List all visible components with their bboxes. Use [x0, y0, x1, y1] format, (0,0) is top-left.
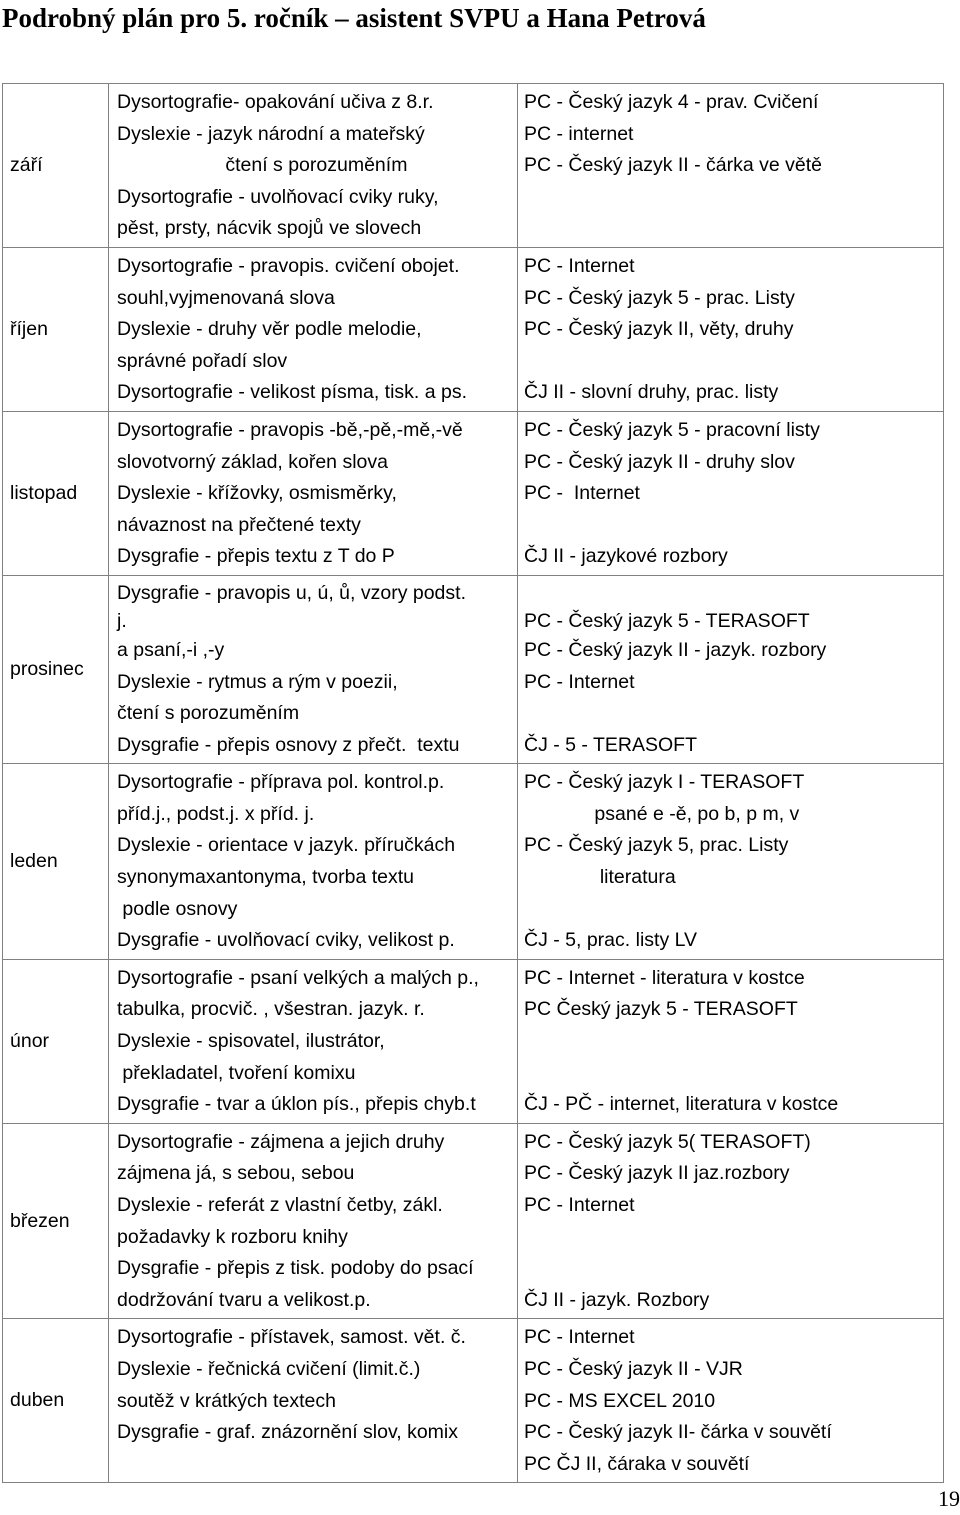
plan-row-1: [3, 247, 944, 411]
resource-line: PC - Český jazyk 5( TERASOFT): [524, 1130, 811, 1153]
content-line: Dysgrafie - přepis textu z T do P: [117, 545, 395, 568]
resource-line: PC - Český jazyk II - druhy slov: [524, 450, 795, 473]
page-title: Podrobný plán pro 5. ročník – asistent SVPU a Hana Petrová: [2, 3, 706, 33]
content-line: Dysortografie - pravopis -bě,-pě,-mě,-vě: [117, 418, 463, 441]
resource-line: PC - Český jazyk II - VJR: [524, 1357, 743, 1380]
content-line: čtení s porozuměním: [117, 702, 300, 725]
plan-table: [2, 83, 944, 1483]
content-line: pěst, prsty, nácvik spojů ve slovech: [117, 217, 422, 240]
content-line: čtení s porozuměním: [117, 154, 408, 177]
resource-line: PC - Český jazyk 4 - prav. Cvičení: [524, 91, 819, 113]
resource-line: PC - Český jazyk 5 - prac. Listy: [524, 286, 795, 309]
content-line: Dyslexie - referát z vlastní četby, zákl.: [117, 1194, 443, 1216]
resource-line: ČJ - 5, prac. listy LV: [524, 929, 698, 952]
resource-line: [524, 1026, 943, 1058]
content-line: Dyslexie - druhy věr podle melodie,: [117, 318, 422, 341]
resource-line: PC Český jazyk 5 - TERASOFT: [524, 998, 798, 1021]
resource-line: [524, 213, 943, 245]
content-line: Dysortografie - pravopis. cvičení obojet.: [117, 254, 460, 277]
resource-line: PC - Český jazyk II - jazyk. rozbory: [524, 638, 827, 661]
content-line: návaznost na přečtené texty: [117, 513, 361, 536]
resource-line: PC - Český jazyk 5 - pracovní listy: [524, 418, 820, 441]
month-cell: leden: [3, 764, 109, 960]
month-cell: únor: [3, 959, 109, 1123]
content-cell: [109, 247, 518, 411]
content-cell: [109, 575, 518, 763]
resource-line: ČJ II - jazyk. Rozbory: [524, 1288, 710, 1311]
month-cell: prosinec: [3, 575, 109, 763]
resource-line: [524, 894, 943, 926]
resource-line: [524, 1058, 943, 1090]
plan-row-2: [3, 411, 944, 575]
content-line: dodržování tvaru a velikost.p.: [117, 1288, 371, 1311]
month-cell: duben: [3, 1319, 109, 1483]
content-line: Dyslexie - rytmus a rým v poezii,: [117, 670, 398, 693]
resource-line: PC - Český jazyk I - TERASOFT: [524, 771, 805, 794]
resources-cell: [518, 575, 944, 763]
content-line: Dysgrafie - tvar a úklon pís., přepis chyb.t: [117, 1093, 476, 1116]
resources-cell: [518, 247, 944, 411]
resource-line: [524, 579, 943, 607]
resource-line: PC - Internet: [524, 1326, 635, 1349]
plan-row-7: [3, 1319, 944, 1483]
resources-cell: [518, 1123, 944, 1319]
resources-cell: [518, 764, 944, 960]
resource-line: PC - MS EXCEL 2010: [524, 1389, 716, 1412]
resource-line: ČJ II - jazykové rozbory: [524, 545, 728, 568]
content-line: požadavky k rozboru knihy: [117, 1225, 348, 1248]
resource-line: [524, 510, 943, 542]
resource-line: PC - Český jazyk II - čárka ve větě: [524, 154, 822, 177]
content-line: Dysgrafie - přepis osnovy z přečt. textu: [117, 733, 460, 756]
content-line: zájmena já, s sebou, sebou: [117, 1162, 355, 1185]
plan-row-5: [3, 959, 944, 1123]
content-line: Dyslexie - křížovky, osmisměrky,: [117, 482, 397, 505]
content-line: tabulka, procvič. , všestran. jazyk. r.: [117, 998, 425, 1021]
content-line: slovotvorný základ, kořen slova: [117, 450, 388, 473]
resource-line: ČJ II - slovní druhy, prac. listy: [524, 381, 779, 404]
resource-line: psané e -ě, po b, p m, v: [524, 802, 800, 825]
content-line: Dysortografie - přístavek, samost. vět. č.: [117, 1326, 466, 1349]
content-cell: [109, 959, 518, 1123]
content-line: synonymaxantonyma, tvorba textu: [117, 866, 414, 889]
content-line: soutěž v krátkých textech: [117, 1389, 336, 1412]
resource-line: PC - Český jazyk II jaz.rozbory: [524, 1162, 790, 1185]
content-line: Dysortografie - psaní velkých a malých p.,: [117, 966, 479, 989]
resource-line: PC - Internet: [524, 482, 640, 505]
content-line: Dysgrafie - graf. znázornění slov, komix: [117, 1421, 459, 1444]
plan-row-4: [3, 764, 944, 960]
content-line: Dysgrafie - přepis z tisk. podoby do psací: [117, 1257, 474, 1280]
resources-cell: [518, 411, 944, 575]
content-line: a psaní,-i ,-y: [117, 638, 225, 661]
content-line: správné pořadí slov: [117, 349, 288, 372]
plan-row-3: [3, 575, 944, 763]
resources-cell: [518, 959, 944, 1123]
content-line: Dysortografie - příprava pol. kontrol.p.: [117, 771, 445, 794]
resource-line: [524, 1253, 943, 1285]
resource-line: PC - Internet: [524, 254, 635, 277]
plan-row-0: [3, 84, 944, 248]
resource-line: PC ČJ II, čáraka v souvětí: [524, 1452, 750, 1475]
content-line: j.: [117, 609, 127, 632]
content-cell: [109, 764, 518, 960]
resource-line: literatura: [524, 866, 676, 889]
resource-line: [524, 182, 943, 214]
resource-line: ČJ - PČ - internet, literatura v kostce: [524, 1093, 839, 1116]
content-cell: [109, 411, 518, 575]
resources-cell: [518, 84, 944, 248]
content-line: Dyslexie - řečnická cvičení (limit.č.): [117, 1357, 421, 1380]
content-line: [117, 1449, 517, 1481]
content-cell: [109, 1319, 518, 1483]
resource-line: PC - Internet - literatura v kostce: [524, 966, 805, 989]
content-line: Dysgrafie - pravopis u, ú, ů, vzory podst.: [117, 581, 466, 604]
content-line: Dysortografie - velikost písma, tisk. a ps.: [117, 381, 468, 404]
content-line: Dyslexie - orientace v jazyk. příručkách: [117, 834, 456, 857]
resource-line: PC - Český jazyk 5, prac. Listy: [524, 834, 789, 857]
resources-cell: [518, 1319, 944, 1483]
content-line: Dyslexie - spisovatel, ilustrátor,: [117, 1030, 385, 1053]
content-line: Dysortografie - zájmena a jejich druhy: [117, 1130, 445, 1153]
month-cell: říjen: [3, 247, 109, 411]
content-line: Dysortografie- opakování učiva z 8.r.: [117, 91, 434, 113]
month-cell: září: [3, 84, 109, 248]
resource-line: [524, 698, 943, 730]
plan-row-6: [3, 1123, 944, 1319]
page-number: 19: [938, 1486, 960, 1511]
content-line: Dysgrafie - uvolňovací cviky, velikost p.: [117, 929, 455, 952]
content-cell: [109, 1123, 518, 1319]
resource-line: PC - Internet: [524, 1194, 635, 1216]
content-line: příd.j., podst.j. x příd. j.: [117, 802, 315, 825]
content-line: překladatel, tvoření komixu: [117, 1061, 356, 1084]
resource-line: PC - Český jazyk 5 - TERASOFT: [524, 609, 810, 632]
resource-line: [524, 1222, 943, 1254]
content-line: souhl,vyjmenovaná slova: [117, 286, 335, 309]
resource-line: PC - Český jazyk II, věty, druhy: [524, 318, 794, 341]
resource-line: PC - Internet: [524, 670, 635, 693]
content-line: Dyslexie - jazyk národní a mateřský: [117, 122, 425, 145]
content-cell: [109, 84, 518, 248]
resource-line: PC - internet: [524, 122, 634, 145]
month-cell: březen: [3, 1123, 109, 1319]
resource-line: ČJ - 5 - TERASOFT: [524, 733, 697, 756]
content-line: podle osnovy: [117, 897, 238, 920]
resource-line: [524, 346, 943, 378]
resource-line: PC - Český jazyk II- čárka v souvětí: [524, 1421, 832, 1444]
content-line: Dysortografie - uvolňovací cviky ruky,: [117, 185, 439, 208]
month-cell: listopad: [3, 411, 109, 575]
